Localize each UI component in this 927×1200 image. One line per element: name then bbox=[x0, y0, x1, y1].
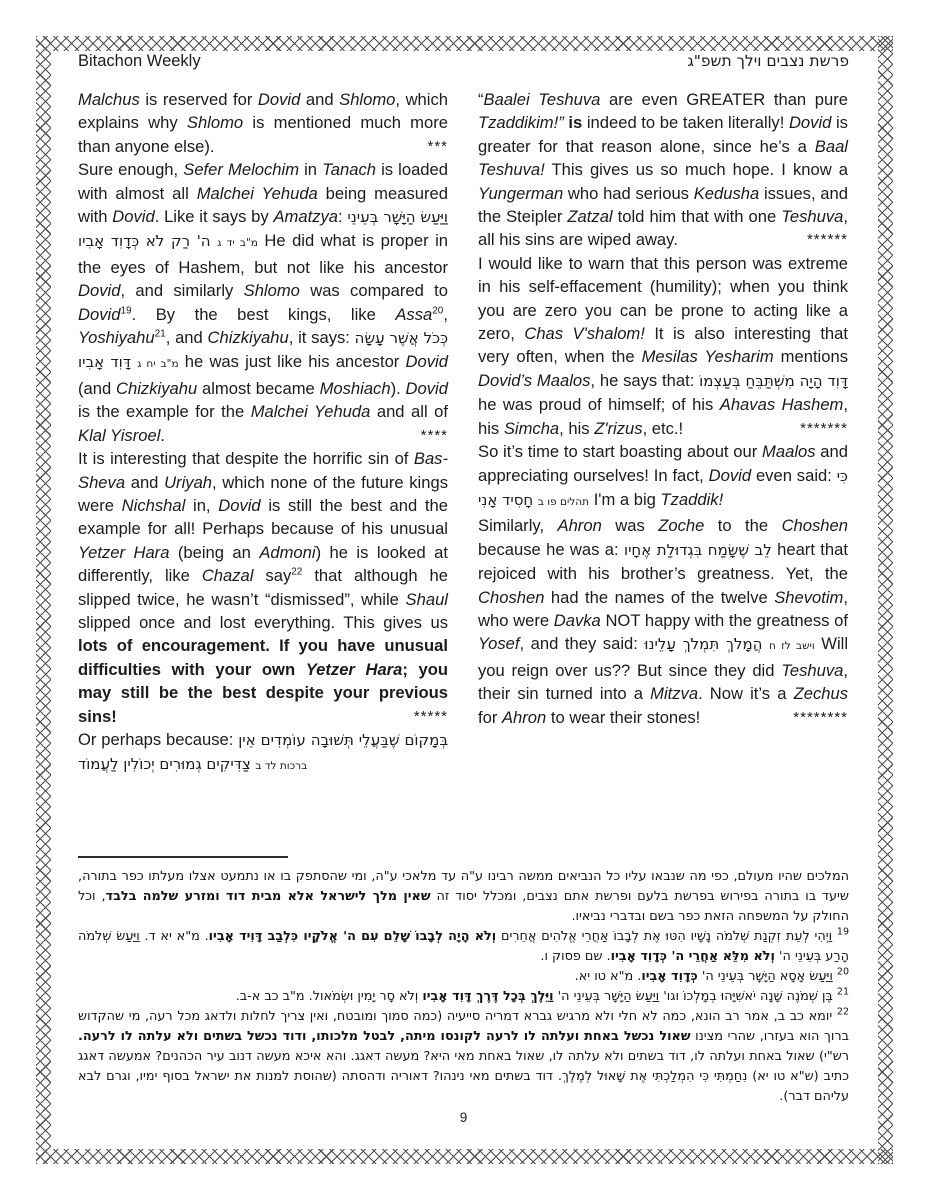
text-segment: I would like to warn that this person was extreme in his self-effacement (humility); when you think you are zero you can be prone to acting like a zero, bbox=[478, 253, 848, 344]
text-segment: and all of bbox=[370, 402, 448, 422]
text-segment: he was proud of himself; of his bbox=[478, 395, 720, 415]
section-break-stars: ***** bbox=[413, 707, 448, 725]
paragraph bbox=[78, 728, 448, 779]
text-segment: . Now it’s a bbox=[698, 684, 794, 704]
text-segment: שאול נכשל באחת ועלתה לו לרעה לקונסו מיתה, לבטל מלכותו, ודוד נכשל בשתים ולא עלתה לו לרעה. bbox=[78, 1029, 691, 1044]
text-segment: , which explains why bbox=[78, 90, 448, 133]
cross-stitch-border-top bbox=[36, 36, 893, 51]
hebrew-text-segment: כִּי חָסִיד אָנִי bbox=[478, 466, 848, 509]
hebrew-text-segment: מ"ב יד ג bbox=[217, 237, 258, 250]
hebrew-text-segment: ברכות לד ב bbox=[255, 760, 308, 773]
newsletter-title: Bitachon Weekly bbox=[78, 52, 201, 70]
text-segment: Dovid bbox=[788, 113, 832, 133]
text-segment: , all his sins are wiped away. bbox=[478, 207, 848, 250]
text-segment: Malchei Yehuda bbox=[196, 183, 318, 203]
section-break-stars: *** bbox=[427, 137, 448, 155]
text-segment: Bas-Sheva bbox=[78, 449, 448, 492]
page-header bbox=[78, 52, 849, 71]
text-segment: , וכל החולק על המשפחה הזאת כפר בשם ובדברי נביאיו. bbox=[78, 889, 849, 924]
hebrew-text-segment: בְּמָקוֹם שֶׁבַּעֲלֵי תְּשׁוּבָה עוֹמְדִים אֵין צַדִּיקִים גְמוּרִים יְכוֹלִין לַעֲמוֹד bbox=[78, 730, 448, 774]
text-segment: בֶּן שְׁמֹנֶה שָׁנָה יֹאשִׁיָּהוּ בְמָלְכוֹ וגו' וַיַּעַשׂ הַיָּשָׁר בְּעֵינֵי ה' bbox=[553, 989, 837, 1004]
text-segment: So it’s time to start boasting about our bbox=[478, 442, 763, 462]
text-segment: וְלֹא הָיָה לְבָבוֹ שָׁלֵם עִם ה' אֱלֹקָיו כִּלְבַב דָּוִיד אָבִיו bbox=[208, 929, 497, 944]
text-segment: Kedusha bbox=[693, 183, 760, 203]
footnote-ref: 19 bbox=[120, 305, 132, 317]
text-segment: Teshuva bbox=[781, 660, 844, 680]
text-segment: Tanach bbox=[322, 160, 376, 180]
text-segment: Zatzal bbox=[567, 207, 613, 227]
text-segment: Shevotim bbox=[774, 587, 844, 607]
text-segment: he was just like his ancestor bbox=[178, 352, 406, 372]
footnote bbox=[78, 987, 849, 1007]
parsha-title-hebrew: פרשת נצבים וילך תשפ"ג bbox=[687, 52, 849, 70]
text-segment: Dovid bbox=[405, 352, 448, 372]
text-segment: and bbox=[125, 472, 165, 492]
footnote-separator bbox=[78, 856, 288, 858]
text-segment: Zoche bbox=[658, 516, 705, 536]
text-segment: Shlomo bbox=[339, 90, 396, 109]
text-segment: . שם פסוק ו. bbox=[540, 949, 611, 964]
text-segment: יומא כב ב, אמר רב הונא, כמה לא חלי ולא מרגיש גברא דמריה סייעיה (כמה סמוך ומובטח, ואין צריך לחלות ולדאג מכל רעה, מי שהקדוש ברוך הוא בעזרו, שהרי מצינו bbox=[78, 1009, 850, 1044]
text-segment: It is also interesting that very often, when the bbox=[478, 324, 848, 367]
text-segment: Dovid bbox=[78, 304, 121, 324]
text-segment: וַיֵּלֶךְ בְּכָל דֶּרֶךְ דָּוִד אָבִיו bbox=[422, 989, 554, 1004]
text-segment: say bbox=[253, 566, 292, 586]
text-segment: Maalos bbox=[762, 442, 816, 462]
right-column bbox=[478, 88, 848, 779]
text-segment: because he was a: bbox=[478, 539, 624, 559]
footnote bbox=[78, 967, 849, 987]
text-segment: is greater for that reason alone, since he’s a bbox=[478, 113, 848, 156]
text-segment: Moshiach bbox=[319, 378, 391, 398]
text-segment: is loaded with almost all bbox=[78, 160, 448, 203]
text-segment: NOT happy with the greatness of bbox=[600, 610, 848, 630]
text-segment: is reserved for bbox=[139, 90, 258, 109]
text-segment: lots of encouragement. If you have unusual difficulties with your own bbox=[78, 636, 448, 679]
text-segment: , his bbox=[559, 418, 595, 438]
text-segment: Yetzer Hara bbox=[305, 659, 403, 679]
text-segment: being measured with bbox=[78, 183, 448, 227]
text-segment: “ bbox=[478, 90, 484, 109]
text-segment: Similarly, bbox=[478, 516, 558, 536]
text-segment: Shaul bbox=[405, 589, 448, 609]
text-segment: is still the best and the example for all! Perhaps because of his unusual bbox=[78, 495, 448, 539]
text-segment: Dovid bbox=[78, 281, 121, 301]
section-break-stars: ******** bbox=[793, 708, 848, 726]
text-segment: was compared to bbox=[299, 281, 448, 301]
text-segment: Baal Teshuva! bbox=[478, 136, 848, 180]
text-segment: Dovid bbox=[708, 465, 752, 485]
text-segment: , and bbox=[165, 328, 208, 348]
text-segment: Sure enough, bbox=[78, 160, 184, 180]
text-segment: Nichshal bbox=[121, 495, 186, 515]
text-segment: are even GREATER than pure bbox=[600, 90, 848, 109]
text-segment: is bbox=[568, 113, 583, 133]
text-segment: . bbox=[160, 425, 166, 445]
footnote-ref: 22 bbox=[836, 1006, 849, 1018]
text-segment: Malchus bbox=[78, 90, 140, 109]
text-segment: Chizkiyahu bbox=[207, 328, 289, 348]
text-segment: in, bbox=[185, 495, 219, 515]
text-segment: וַיַּעַשׂ אָסָא הַיָּשָׁר בְּעֵינֵי ה' bbox=[697, 969, 837, 984]
text-segment: , and similarly bbox=[120, 281, 244, 301]
section-break-stars: ******* bbox=[800, 419, 848, 437]
text-segment: Chazal bbox=[201, 566, 254, 586]
text-segment: to wear their stones! bbox=[546, 707, 701, 727]
text-segment: almost became bbox=[197, 378, 320, 398]
text-segment: in bbox=[299, 160, 323, 180]
text-segment: Dovid bbox=[112, 207, 155, 227]
text-segment: . מ"א טו יא. bbox=[574, 969, 642, 984]
footnote-ref: 19 bbox=[836, 926, 849, 938]
text-segment: , who were bbox=[478, 587, 848, 630]
text-segment: , their sin turned into a bbox=[478, 660, 848, 704]
text-segment: Or perhaps because: bbox=[78, 729, 239, 749]
text-segment: . מ"א יא ד. וַיַּעַשׂ שְׁלֹמֹה הָרַע בְּעֵינֵי ה' bbox=[78, 929, 849, 964]
text-segment: Baalei Teshuva bbox=[483, 90, 601, 109]
text-segment: was bbox=[601, 516, 659, 536]
text-segment: וַיְהִי לְעֵת זִקְנַת שְׁלֹמֹה נָשָׁיו הִטּוּ אֶת לְבָבוֹ אַחֲרֵי אֱלֹהִים אֲחֵרִים bbox=[496, 929, 837, 944]
text-segment: Chizkiyahu bbox=[116, 378, 198, 398]
text-segment: Malchei Yehuda bbox=[250, 402, 371, 422]
text-segment: , and they said: bbox=[519, 634, 645, 654]
text-segment: , etc.! bbox=[642, 418, 684, 438]
text-segment: slipped once and lost everything. This gives us bbox=[78, 612, 448, 632]
page-number: 9 bbox=[459, 1110, 468, 1125]
paragraph bbox=[478, 514, 848, 729]
text-segment: Admoni bbox=[259, 542, 316, 562]
text-segment: Yosef bbox=[478, 634, 520, 654]
text-segment: heart that rejoiced with his brother’s greatness. Yet, the bbox=[478, 539, 848, 584]
text-segment: , bbox=[443, 304, 448, 324]
left-column bbox=[78, 88, 448, 779]
text-segment: Davka bbox=[553, 610, 601, 630]
text-segment: issues, and the Steipler bbox=[478, 183, 848, 227]
cross-stitch-border-left bbox=[36, 36, 51, 1164]
section-break-stars: **** bbox=[420, 426, 448, 444]
text-segment: is the example for the bbox=[78, 402, 251, 422]
paragraph bbox=[78, 447, 448, 728]
footnote bbox=[78, 927, 849, 967]
paragraph bbox=[78, 158, 448, 447]
text-segment: Ahron bbox=[557, 516, 602, 536]
text-segment: ) he is looked at differently, like bbox=[78, 542, 448, 586]
footnote-ref: 22 bbox=[291, 566, 303, 578]
paragraph bbox=[478, 88, 848, 252]
text-segment: Uriyah bbox=[164, 472, 213, 492]
text-segment: Dovid bbox=[405, 378, 448, 398]
text-segment: : bbox=[338, 207, 348, 227]
text-segment: Shlomo bbox=[243, 281, 300, 301]
text-segment: had the names of the twelve bbox=[544, 587, 775, 607]
text-segment: who had serious bbox=[563, 183, 694, 203]
text-segment: Ahron bbox=[501, 707, 547, 727]
hebrew-text-segment: הֲמָלֹךְ תִּמְלֹךְ עָלֵינוּ bbox=[644, 635, 763, 654]
text-segment: המלכים שהיו מעולם, כפי מה שנבאו עליו כל הנביאים ממשה רבינו ע"ה עד מלאכי ע"ה, ומי שהסתפק בו או נתמעט אצלו מעלתו כפר בתורה, שיעד בו בתורה בפירוש בפרשת בלעם ופרשת אתם נצבים, ומכלל יסוד זה bbox=[78, 869, 849, 904]
hebrew-text-segment: מ"ב יח ג bbox=[137, 358, 179, 371]
text-segment: Tzaddikim!” bbox=[478, 113, 564, 133]
text-segment: This gives us so much hope. I know a bbox=[544, 160, 848, 180]
text-segment: He did what is proper in the eyes of Hashem, but not like his ancestor bbox=[78, 231, 448, 277]
text-segment: וְלֹא מִלֵּא אַחֲרֵי ה' כְּדָוִד אָבִיו bbox=[610, 949, 775, 964]
text-segment: ). bbox=[390, 378, 406, 398]
text-segment: and bbox=[300, 90, 340, 109]
text-segment: for bbox=[478, 707, 502, 727]
footnote-ref: 21 bbox=[836, 986, 849, 998]
footnotes-section bbox=[78, 867, 849, 1107]
text-segment: Dovid bbox=[257, 90, 301, 109]
text-segment: , it says: bbox=[288, 328, 355, 348]
text-segment: is mentioned much more than anyone else). bbox=[78, 113, 448, 156]
paragraph bbox=[478, 440, 848, 514]
text-segment: רש"י) שאול באחת ועלתה לו, דוד בשתים ולא עלתה לו, שאול באחת מאי היא? מעשה דאגג. והא איכא מעשה דנוב עיר הכהנים? אמעשה דאגג כתיב (ש"א טו יא) נִחַמְתִּי כִּי הִמְלַכְתִּי אֶת שָׁאוּל לְמֶלֶךְ. דוד בשתים מאי נינהו? דאוריה ודהסתה (שהוסת למנות את ישראל בסוף ימיו, וגרם לבא עליהם דבר). bbox=[78, 1049, 849, 1104]
text-segment: Simcha bbox=[503, 418, 560, 438]
text-segment: even said: bbox=[751, 465, 837, 485]
text-segment: Tzaddik! bbox=[660, 489, 724, 509]
footnote-ref: 20 bbox=[836, 966, 849, 978]
text-segment: . By the best kings, like bbox=[131, 304, 396, 324]
footnote-continuation bbox=[78, 867, 849, 927]
text-segment: Choshen bbox=[781, 516, 848, 536]
hebrew-text-segment: וישב לז ח bbox=[769, 640, 815, 653]
hebrew-text-segment: דָּוִד הָיָה מִשְׁתַּבֵּחַ בְּעַצְמוֹ bbox=[699, 371, 849, 390]
text-segment: Z'rizus bbox=[594, 418, 643, 438]
paragraph bbox=[78, 88, 448, 158]
text-segment: Mesilas Yesharim bbox=[641, 347, 774, 367]
cross-stitch-border-right bbox=[878, 36, 893, 1164]
text-segment: and appreciating ourselves! In fact, bbox=[478, 442, 848, 485]
cross-stitch-border-bottom bbox=[36, 1149, 893, 1164]
footnote-ref: 21 bbox=[154, 328, 166, 340]
footnote bbox=[78, 1007, 849, 1107]
text-segment: Zechus bbox=[793, 684, 848, 704]
text-segment: ; you may still be the best despite your previous sins! bbox=[78, 659, 448, 726]
text-segment: Shlomo bbox=[186, 113, 244, 133]
section-break-stars: ****** bbox=[806, 231, 848, 249]
text-segment: Amatzya bbox=[273, 207, 339, 227]
hebrew-text-segment: תהלים פו ב bbox=[537, 495, 590, 508]
text-segment: Choshen bbox=[478, 587, 545, 607]
paragraph bbox=[478, 252, 848, 440]
text-segment: Sefer Melochim bbox=[183, 160, 300, 180]
hebrew-text-segment: לֵב שֶׁשָּׂמַח בִּגְדוּלַת אֶחָיו bbox=[623, 540, 772, 559]
text-segment: Dovid’s Maalos bbox=[478, 370, 591, 390]
text-segment: told him that with one bbox=[612, 207, 782, 227]
text-segment: וְלֹא סָר יָמִין וּשְׂמֹאול. מ"ב כב א-ב. bbox=[235, 989, 423, 1004]
text-segment: Dovid bbox=[218, 495, 261, 515]
text-segment: Ahavas Hashem bbox=[719, 395, 844, 415]
text-segment: , which none of the future kings were bbox=[78, 472, 448, 515]
text-segment: שאין מלך לישראל אלא מבית דוד ומזרע שלמה בלבד bbox=[105, 889, 431, 904]
text-segment: Chas V'shalom! bbox=[524, 324, 645, 344]
text-segment: (and bbox=[78, 378, 117, 398]
hebrew-text-segment: וַיַּעַשׂ הַיָּשָׁר בְּעֵינֵי ה' רַק לֹא כְּדָוִד אָבִיו bbox=[78, 208, 449, 251]
text-segment: , he says that: bbox=[590, 370, 700, 390]
text-segment: I'm a big bbox=[589, 489, 661, 509]
text-segment: Yoshiyahu bbox=[78, 328, 155, 348]
text-segment: Teshuva bbox=[781, 207, 844, 227]
text-segment: indeed to be taken literally! bbox=[582, 113, 789, 133]
text-segment: that although he slipped twice, he wasn’t “dismissed”, while bbox=[78, 566, 449, 609]
text-segment: Will you reign over us?? But since they did bbox=[478, 634, 849, 680]
text-segment: . Like it says by bbox=[154, 207, 274, 227]
text-segment: , his bbox=[478, 395, 848, 438]
text-segment: mentions bbox=[773, 347, 848, 367]
text-segment: Yetzer Hara bbox=[78, 542, 170, 562]
text-segment: כְּדָוִד אָבִיו bbox=[641, 969, 698, 984]
text-segment: Yungerman bbox=[478, 183, 564, 203]
hebrew-text-segment: כְּכֹל אֲשֶׁר עָשָׂה דָּוִד אָבִיו bbox=[78, 329, 448, 372]
text-segment: (being an bbox=[169, 542, 260, 562]
text-segment: It is interesting that despite the horrific sin of bbox=[78, 449, 414, 469]
body-columns bbox=[78, 88, 849, 779]
text-segment: to the bbox=[704, 516, 782, 536]
text-segment: Assa bbox=[395, 304, 433, 324]
text-segment: Mitzva bbox=[650, 684, 699, 704]
text-segment: Klal Yisroel bbox=[78, 425, 161, 445]
footnote-ref: 20 bbox=[432, 305, 444, 317]
